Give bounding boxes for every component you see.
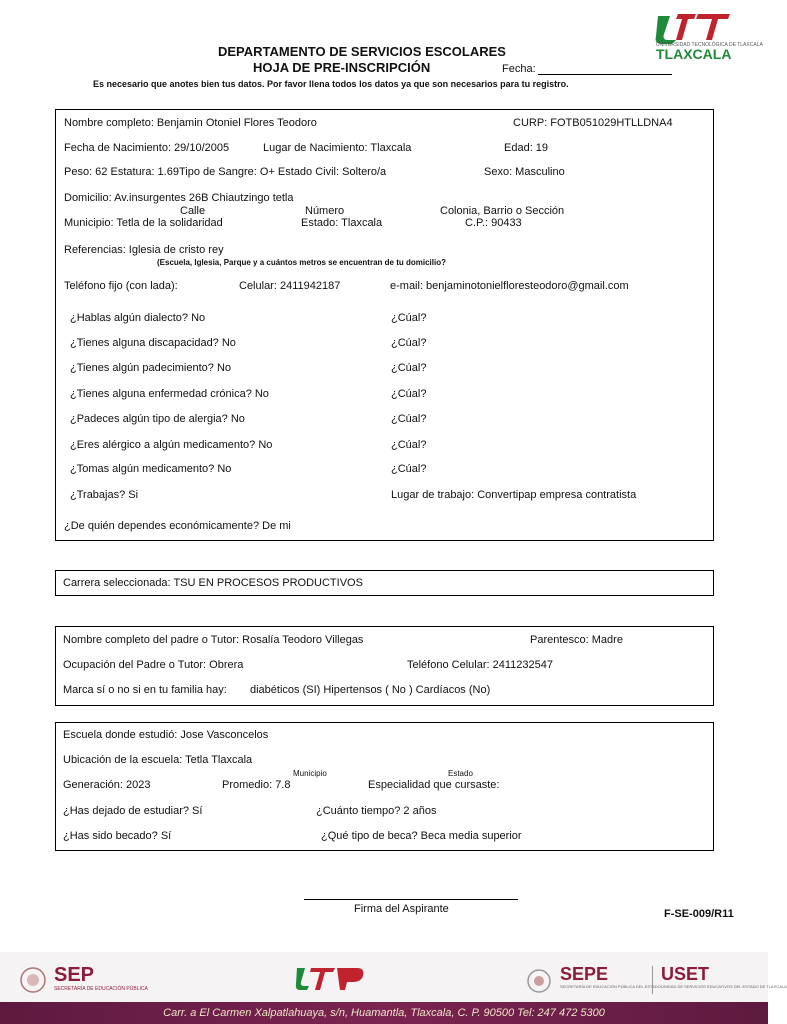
edad-field: Edad: 19 [504,142,549,154]
utt-logo [626,10,763,62]
ocupacion-field: Ocupación del Padre o Tutor: Obrera [63,659,244,671]
question-item: ¿Tienes alguna enfermedad crónica? No [70,388,269,400]
cp-field: C.P.: 90433 [465,217,522,229]
question-cual: ¿Cúal? [391,463,427,475]
question-item: ¿Padeces algún tipo de alergia? No [70,413,245,425]
uset-logo: USET [661,964,710,984]
carrera-field: Carrera seleccionada: TSU EN PROCESOS PRODUCTIVOS [63,577,363,589]
dejado-field: ¿Has dejado de estudiar? Sí [63,805,203,817]
form-code: F-SE-009/R11 [664,908,734,920]
nombre-field: Nombre completo: Benjamin Otoniel Flores Teodoro [64,117,317,129]
tutor-nombre-field: Nombre completo del padre o Tutor: Rosalía Teodoro Villegas [63,634,364,646]
parentesco-field: Parentesco: Madre [530,634,623,646]
page-subtitle: HOJA DE PRE-INSCRIPCIÓN [253,60,431,75]
colonia-label: Colonia, Barrio o Sección [440,205,565,217]
estado-sublabel: Estado [448,769,473,778]
question-item: ¿Trabajas? Si [70,489,139,501]
utp-logo-icon [295,966,367,994]
tipo-beca-field: ¿Qué tipo de beca? Beca media superior [321,830,522,842]
familia-value: diabéticos (SI) Hipertensos ( No ) Cardíacos (No) [250,684,491,696]
question-item: ¿Hablas algún dialecto? No [70,312,206,324]
question-cual: ¿Cúal? [391,413,427,425]
question-cual: ¿Cúal? [391,388,427,400]
signature-line [304,899,518,900]
lugar-nacimiento-field: Lugar de Nacimiento: Tlaxcala [263,142,412,154]
depende-field: ¿De quién dependes económicamente? De mi [64,520,291,532]
sepe-subtext: SECRETARÍA DE EDUCACIÓN PÚBLICA DEL ESTADO [560,984,661,989]
generacion-field: Generación: 2023 [63,779,151,791]
question-cual: ¿Cúal? [391,439,427,451]
sep-seal-icon [18,966,48,994]
fecha-line [538,74,672,75]
promedio-field: Promedio: 7.8 [222,779,291,791]
domicilio-field: Domicilio: Av.insurgentes 26B Chiautzingo tetla [64,192,294,204]
sep-logo: SEP [54,964,95,986]
familia-label: Marca sí o no si en tu familia hay: [63,684,227,696]
question-cual: ¿Cúal? [391,362,427,374]
logo-subtext: UNIVERSIDAD TECNOLÓGICA DE TLAXCALA [656,42,763,48]
question-cual: ¿Cúal? [391,337,427,349]
question-item: ¿Eres alérgico a algún medicamento? No [70,439,273,451]
numero-label: Número [305,205,345,217]
question-cual: Lugar de trabajo: Convertipap empresa contratista [391,489,637,501]
question-cual: ¿Cúal? [391,312,427,324]
celular-field: Celular: 2411942187 [239,280,341,292]
becado-field: ¿Has sido becado? Sí [63,830,172,842]
question-item: ¿Tienes alguna discapacidad? No [70,337,236,349]
sepe-seal-icon [526,968,552,994]
page-title: DEPARTAMENTO DE SERVICIOS ESCOLARES [218,44,506,59]
sexo-field: Sexo: Masculino [484,166,565,178]
telefono-fijo-field: Teléfono fijo (con lada): [64,280,178,292]
referencias-hint: (Escuela, Iglesia, Parque y a cuántos metros se encuentran de tu domicilio? [157,258,446,267]
estado-field: Estado: Tlaxcala [301,217,383,229]
sep-subtext: SECRETARÍA DE EDUCACIÓN PÚBLICA [54,986,148,992]
escuela-nombre-field: Escuela donde estudió: Jose Vasconcelos [63,729,269,741]
uset-subtext: UNIDAD DE SERVICIOS EDUCATIVOS DEL ESTADO DE TLAXCALA [661,984,787,989]
curp-field: CURP: FOTB051029HTLLDNA4 [513,117,673,129]
especialidad-field: Especialidad que cursaste: [368,779,500,791]
firma-label: Firma del Aspirante [354,903,449,915]
municipio-field: Municipio: Tetla de la solidaridad [64,217,223,229]
fecha-nacimiento-field: Fecha de Nacimiento: 29/10/2005 [64,142,230,154]
tiempo-field: ¿Cuánto tiempo? 2 años [316,805,437,817]
sepe-logo: SEPE [560,964,609,984]
municipio-sublabel: Municipio [293,769,327,778]
email-field: e-mail: benjaminotonielfloresteodoro@gmail.com [390,280,629,292]
escuela-ubicacion-field: Ubicación de la escuela: Tetla Tlaxcala [63,754,253,766]
question-item: ¿Tomas algún medicamento? No [70,463,232,475]
referencias-field: Referencias: Iglesia de cristo rey [64,244,224,256]
fecha-label: Fecha: [502,63,536,75]
tutor-telefono-field: Teléfono Celular: 2411232547 [407,659,553,671]
question-item: ¿Tienes algún padecimiento? No [70,362,232,374]
calle-label: Calle [180,205,206,217]
footer-divider [652,966,653,994]
header-note: Es necesario que anotes bien tus datos. Por favor llena todos los datos ya que son necesarios para tu registro. [93,79,569,89]
footer-address: Carr. a El Carmen Xalpatlahuaya, s/n, Huamantla, Tlaxcala, C. P. 90500 Tel: 247 472 5300 [0,1002,768,1024]
peso-field: Peso: 62 Estatura: 1.69Tipo de Sangre: O+ Estado Civil: Soltero/a [64,166,387,178]
logo-text: TLAXCALA [656,46,732,62]
